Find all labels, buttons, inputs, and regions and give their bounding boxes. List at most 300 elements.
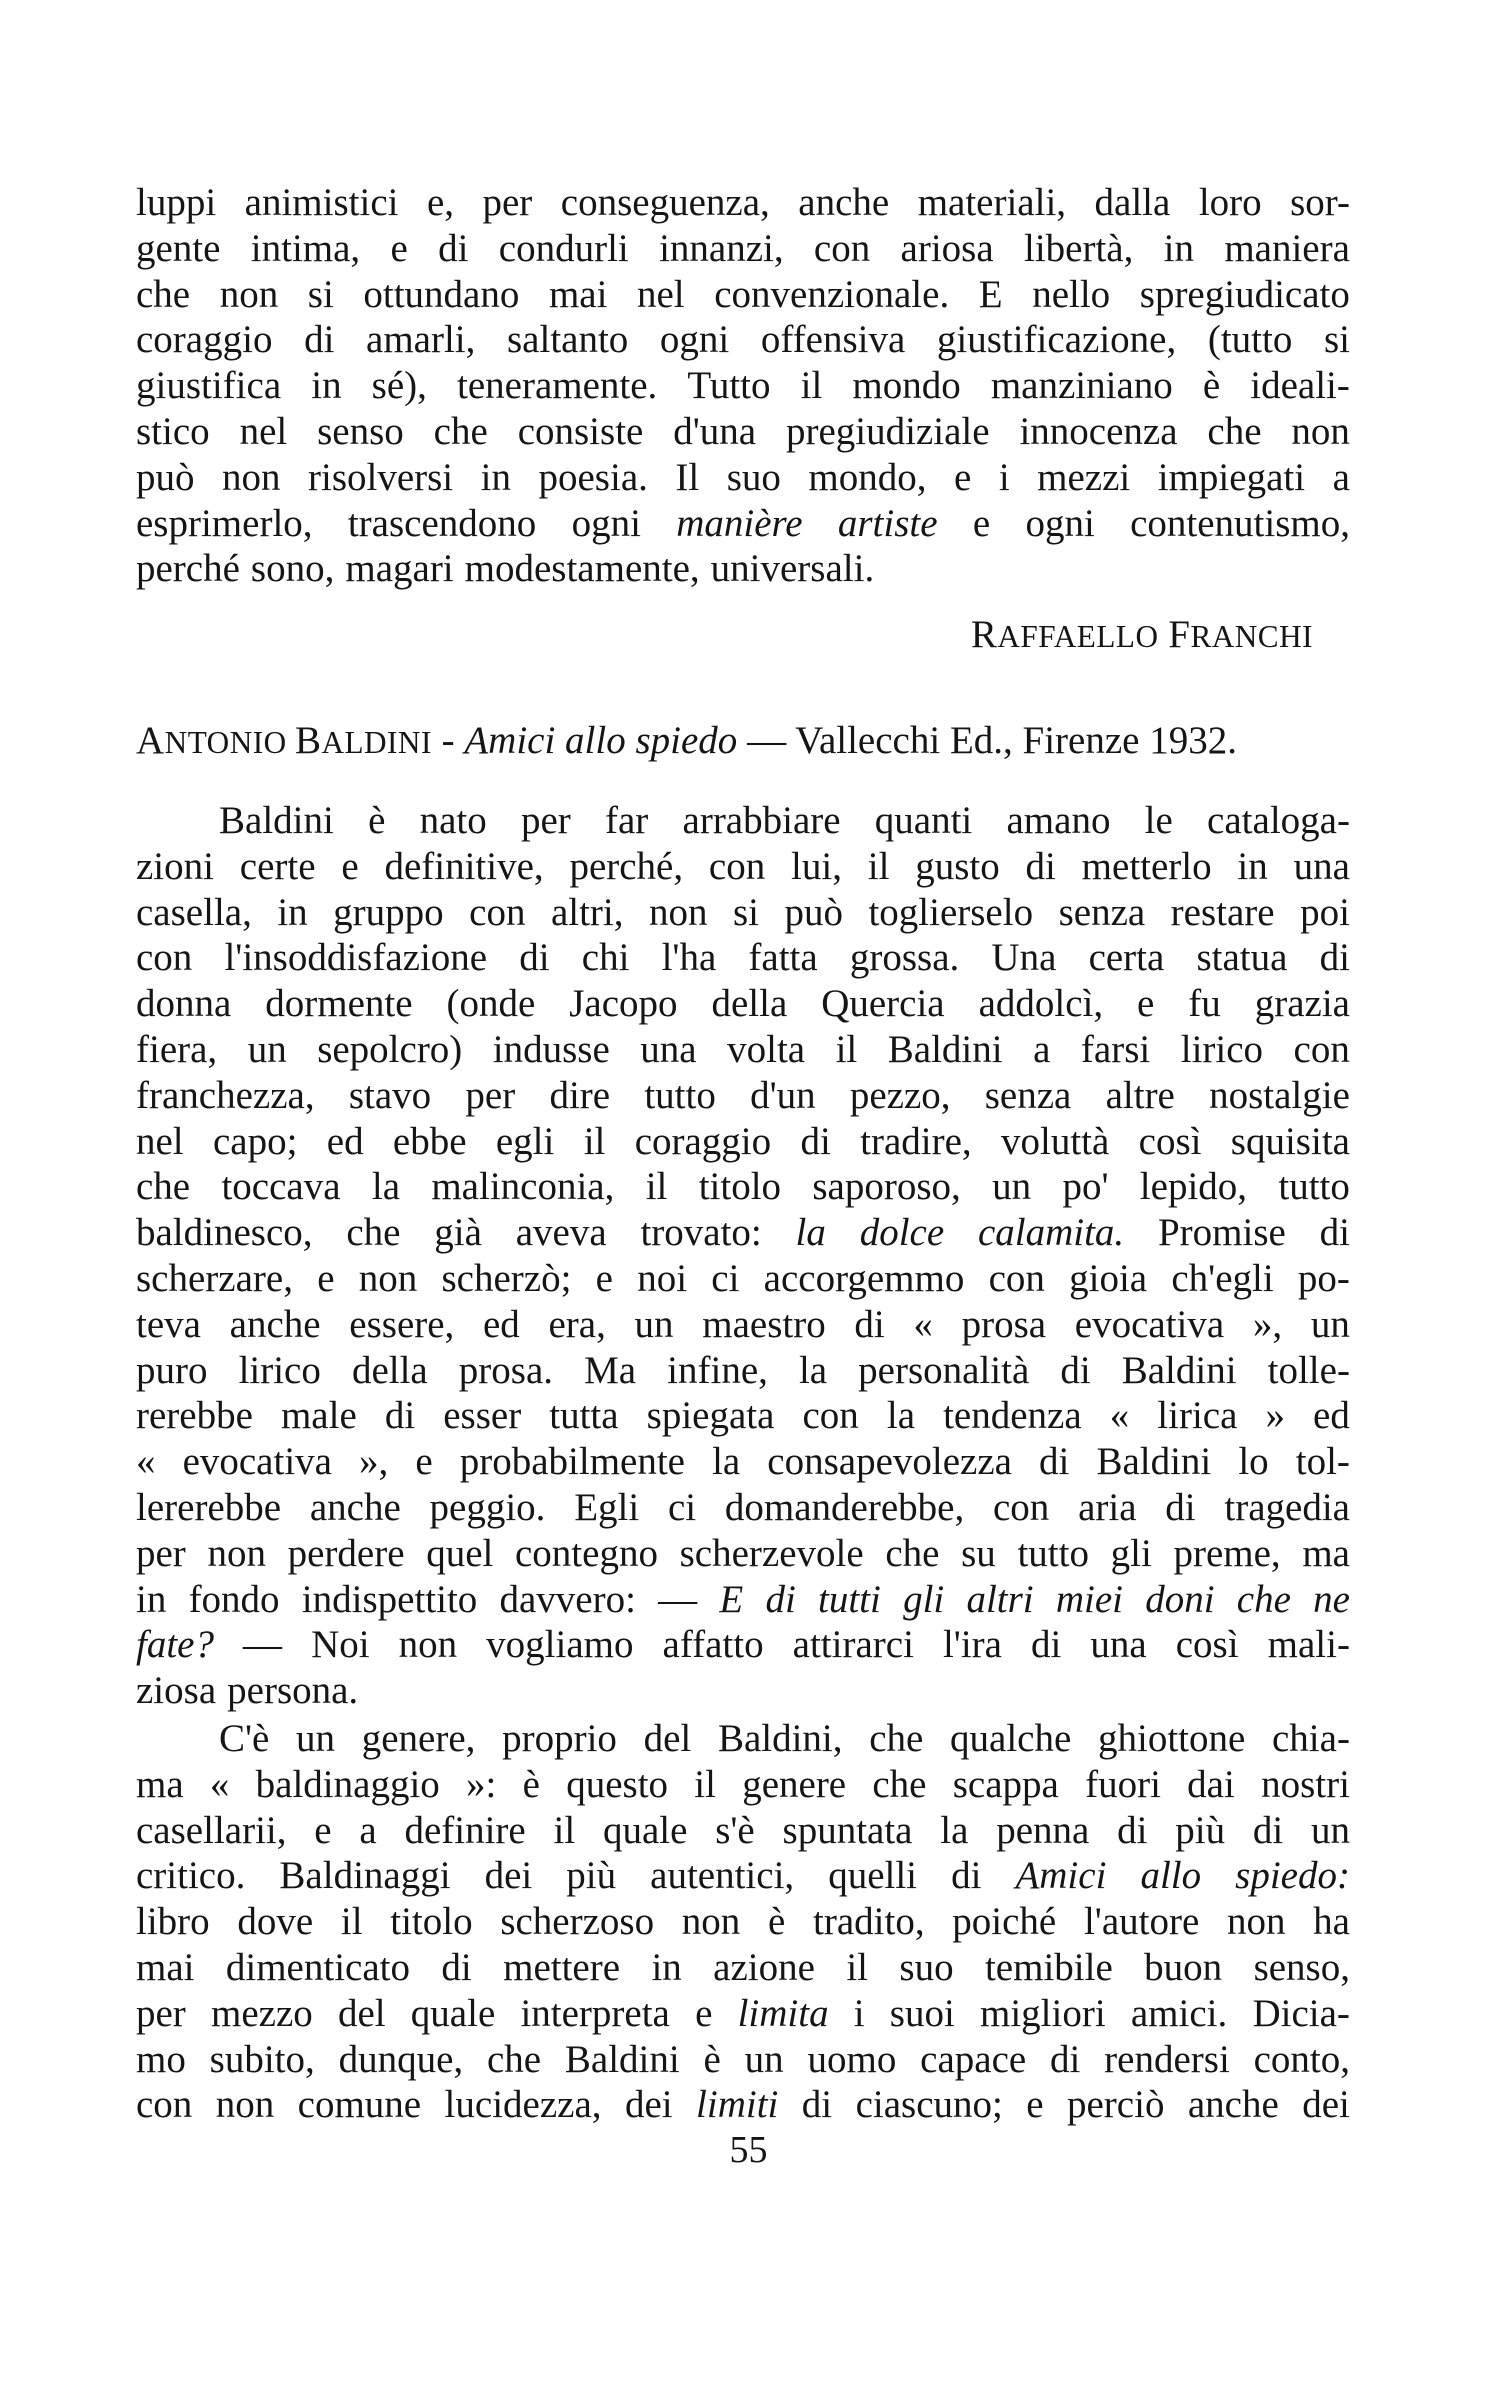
word: contenutismo, (1130, 501, 1350, 545)
word: ogni (659, 318, 730, 362)
text-line (136, 317, 1350, 363)
word: un (744, 2037, 784, 2081)
word: manziniano (990, 364, 1173, 408)
word: quale (602, 1808, 688, 1852)
word: evocativa (1074, 1302, 1225, 1346)
word: che (136, 272, 191, 316)
word: che (1207, 409, 1262, 453)
word: il (800, 364, 823, 408)
word: baldinesco, (136, 1211, 313, 1255)
word: il (553, 1808, 576, 1852)
word: Jacopo (569, 982, 678, 1026)
word: metterlo (1081, 844, 1212, 888)
word: teneramente. (457, 364, 658, 408)
word: egli (495, 1119, 555, 1163)
word: quelli (828, 1854, 918, 1898)
word: di (1117, 1808, 1148, 1852)
word: poiché (952, 1900, 1057, 1944)
word: titolo (390, 1900, 473, 1944)
word: Egli (574, 1485, 640, 1529)
word: persona. (227, 1669, 359, 1713)
word: accorgemmo (763, 1256, 965, 1300)
word: ed (483, 1302, 520, 1346)
word: comune (297, 2083, 422, 2127)
text-line (136, 546, 1350, 592)
word: un (247, 1027, 287, 1071)
word: lepido, (1139, 1165, 1248, 1209)
word: fuori (1085, 1762, 1161, 1806)
text-line (136, 226, 1350, 272)
word: buon (1144, 1945, 1223, 1989)
word: mo (136, 2037, 186, 2081)
word: anche (1187, 2083, 1279, 2127)
word: convenzionale. (714, 272, 950, 316)
word: far (605, 799, 649, 842)
word: un (634, 1302, 674, 1346)
word: dei (484, 1854, 533, 1898)
word: nel (136, 1119, 184, 1163)
text-line (136, 1622, 1350, 1668)
word: gruppo (333, 890, 444, 934)
word: tolle- (1267, 1348, 1350, 1392)
word: suo (899, 1945, 954, 1989)
word: non (219, 272, 279, 316)
text-line (136, 1991, 1350, 2037)
word: mondo, (808, 455, 927, 499)
word: Baldini, (717, 1717, 843, 1760)
word: dai (1187, 1762, 1235, 1806)
word: impiegati (1157, 455, 1306, 499)
word: d'un (750, 1073, 816, 1117)
word: di (1050, 2037, 1081, 2081)
word: innocenza (1019, 409, 1178, 453)
italic-word: fate? (136, 1623, 214, 1667)
word: di (1060, 1348, 1091, 1392)
word: in (136, 1577, 167, 1621)
word: donna (136, 982, 232, 1026)
word: migliori (980, 1991, 1106, 2035)
word: con (802, 1394, 859, 1438)
word: per (465, 1073, 516, 1117)
word: domanderebbe, (724, 1485, 965, 1529)
word: e (1137, 982, 1155, 1026)
word: con (1293, 1027, 1350, 1071)
text-line (136, 1073, 1350, 1119)
word: Tutto (687, 364, 771, 408)
word: ma (136, 1762, 184, 1806)
word: quanti (874, 799, 973, 842)
word: anche (798, 181, 890, 224)
word: saltanto (507, 318, 629, 362)
text-line (136, 180, 1350, 226)
word: senso (317, 409, 404, 453)
word: peggio. (429, 1485, 546, 1529)
word: lo (1238, 1440, 1269, 1484)
word: tendenza (943, 1394, 1082, 1438)
italic-word: spiedo: (1235, 1854, 1350, 1898)
word: a (1033, 1027, 1051, 1071)
word: saporoso, (812, 1165, 961, 1209)
word: ebbe (392, 1119, 467, 1163)
word: gusto (915, 844, 1000, 888)
word: mali- (1267, 1623, 1350, 1667)
word: scherzò; (441, 1256, 572, 1300)
word: universali. (710, 547, 875, 591)
word: rendersi (1104, 2037, 1230, 2081)
word: teva (136, 1302, 201, 1346)
word: modestamente, (464, 547, 700, 591)
text-line (136, 1485, 1350, 1531)
word: puro (136, 1348, 208, 1392)
word: capo; (212, 1119, 298, 1163)
word: consiste (517, 409, 644, 453)
italic-word: gli (903, 1577, 945, 1621)
text-line (136, 1439, 1350, 1485)
word: quale (410, 1991, 496, 2035)
word: con (469, 890, 526, 934)
word: che (486, 2037, 542, 2081)
word: giustificazione, (936, 318, 1177, 362)
word: ideali- (1250, 364, 1350, 408)
word: in (277, 890, 308, 934)
word: capace (920, 2037, 1027, 2081)
word: il (583, 1119, 606, 1163)
review-paragraph-2 (136, 1716, 1350, 2128)
word: Dicia- (1252, 1991, 1350, 2035)
word: più (1175, 1808, 1226, 1852)
word: casella, (136, 890, 252, 934)
word: la (371, 1165, 401, 1209)
word: chi (581, 936, 630, 980)
word: trovato: (640, 1211, 762, 1255)
word: e (695, 1991, 713, 2035)
word: scherzevole (679, 1531, 864, 1575)
word: Ma (584, 1348, 637, 1392)
text-line (136, 1348, 1350, 1394)
word: arrabbiare (682, 799, 841, 842)
word: E (978, 272, 1003, 316)
text-line (136, 272, 1350, 318)
word: e (595, 1256, 613, 1300)
page-number: 55 (729, 2129, 768, 2171)
word: è (703, 2037, 721, 2081)
italic-word: ne (1313, 1577, 1350, 1621)
book-title: Amici allo spiedo (464, 719, 738, 762)
word: addolcì, (978, 982, 1104, 1026)
word: e (314, 1808, 332, 1852)
word: scherzare, (136, 1256, 293, 1300)
word: lererebbe (136, 1485, 282, 1529)
word: di (438, 226, 469, 270)
word: Baldini (1096, 1440, 1212, 1484)
word: amici. (1130, 1991, 1228, 2035)
word: una (1090, 1623, 1147, 1667)
text-line (136, 1762, 1350, 1808)
word: della (351, 1348, 428, 1392)
word: e (415, 1440, 433, 1484)
word: affatto (662, 1623, 764, 1667)
word: Noi (311, 1623, 370, 1667)
word: il (846, 1945, 868, 1989)
reviewed-author: ANTONIO BALDINI (136, 719, 432, 762)
text-line (136, 1119, 1350, 1165)
word: tutta (549, 1394, 619, 1438)
word: mai (136, 1945, 195, 1989)
word: lucidezza, (444, 2083, 602, 2127)
word: l'ha (661, 936, 717, 980)
word: indispettito (301, 1577, 478, 1621)
word: Baldini (564, 2037, 680, 2081)
word: trascendono (347, 501, 537, 545)
word: in (1163, 226, 1195, 270)
word: che (136, 1165, 191, 1209)
text-line (136, 2037, 1350, 2083)
word: amarli, (366, 318, 476, 362)
word: con (992, 1485, 1050, 1529)
word: di (951, 1854, 982, 1898)
word: ghiottone (1097, 1717, 1246, 1760)
word: nato (419, 799, 487, 842)
word: innanzi, (659, 226, 784, 270)
continuation-paragraph (136, 180, 1350, 592)
word: del (337, 1991, 386, 2035)
word: fatta (748, 936, 818, 980)
italic-word: che (1236, 1577, 1291, 1621)
word: non (358, 1256, 418, 1300)
word: un (992, 1165, 1032, 1209)
word: poi (1300, 890, 1350, 934)
word: i (853, 1991, 865, 2035)
word: per (520, 799, 571, 842)
word: è (1202, 364, 1221, 408)
word: conseguenza, (560, 181, 770, 224)
word: era, (548, 1302, 606, 1346)
word: con (136, 936, 193, 980)
word: ch'egli (1171, 1256, 1274, 1300)
word: può (136, 455, 195, 499)
word: « (913, 1302, 933, 1346)
word: Baldini (887, 1027, 1003, 1071)
word: s'è (715, 1808, 755, 1852)
word: di (441, 1945, 472, 1989)
word: probabilmente (459, 1440, 685, 1484)
word: Quercia (821, 982, 945, 1026)
word: di (801, 2083, 833, 2127)
word: stavo (348, 1073, 432, 1117)
word: i (998, 455, 1010, 499)
word: lirico (1180, 1027, 1264, 1071)
italic-word: tutti (818, 1577, 881, 1621)
text-line (136, 363, 1350, 409)
word: — (658, 1577, 698, 1621)
word: coraggio (136, 318, 273, 362)
word: Il (675, 455, 700, 499)
word: « (209, 1762, 230, 1806)
review-heading (136, 718, 1237, 763)
word: intima, (250, 226, 361, 270)
word: tol- (1295, 1440, 1350, 1484)
word: », (1252, 1302, 1283, 1346)
word: ci (667, 1485, 697, 1529)
word: Baldini (219, 799, 334, 842)
word: e (972, 501, 991, 545)
word: con (708, 844, 766, 888)
word: e (317, 1256, 335, 1300)
word: dei (624, 2083, 673, 2127)
word: di (1165, 1485, 1196, 1529)
italic-word: allo (1140, 1854, 1202, 1898)
text-line (136, 501, 1350, 547)
word: magari (345, 547, 454, 591)
word: pregiudiziale (785, 409, 990, 453)
word: il (835, 1027, 858, 1071)
word: ha (1313, 1900, 1350, 1944)
word: tutto (1278, 1165, 1350, 1209)
text-line (136, 1577, 1350, 1623)
word: in (311, 364, 342, 408)
word: prosa (961, 1302, 1047, 1346)
word: per (136, 1531, 186, 1575)
text-line (136, 1256, 1350, 1302)
word: pezzo, (849, 1073, 951, 1117)
word: giustifica (136, 364, 282, 408)
word: critico. (136, 1854, 246, 1898)
word: d'una (673, 409, 757, 453)
word: genere, (361, 1717, 476, 1760)
word: mettere (503, 1945, 621, 1989)
word: dire (549, 1073, 611, 1117)
word: restare (1170, 890, 1275, 934)
word: gioia (1069, 1256, 1148, 1300)
word: e (390, 226, 408, 270)
word: il (694, 1762, 716, 1806)
word: nostalgie (1209, 1073, 1350, 1117)
word: zioni (136, 844, 214, 888)
word: di (1025, 844, 1056, 888)
word: (tutto (1207, 318, 1293, 362)
word: esprimerlo, (136, 501, 313, 545)
word: di (1252, 1808, 1284, 1852)
word: volta (727, 1027, 806, 1071)
word: coraggio (634, 1119, 772, 1163)
word: ziosa (136, 1669, 217, 1713)
word: aria (1078, 1485, 1137, 1529)
word: franchezza, (136, 1073, 315, 1117)
word: in (480, 455, 511, 499)
word: genere (742, 1762, 847, 1806)
word: senza (1058, 890, 1146, 934)
text-line (136, 981, 1350, 1027)
word: male (280, 1394, 357, 1438)
word: già (434, 1211, 482, 1255)
word: e, (426, 181, 455, 224)
word: di (1031, 1623, 1062, 1667)
word: luppi (136, 181, 217, 224)
word: certe (239, 844, 316, 888)
word: toglierselo (868, 890, 1034, 934)
word: con (813, 226, 871, 270)
word: sepolcro) (317, 1027, 463, 1071)
word: ottundano (363, 272, 520, 316)
word: altre (1105, 1073, 1175, 1117)
word: nel (239, 409, 288, 453)
word: po- (1297, 1256, 1350, 1300)
word: aveva (515, 1211, 607, 1255)
word: animistici (244, 181, 399, 224)
word: perciò (1067, 2083, 1165, 2127)
word: (onde (446, 982, 536, 1026)
word: autentici, (650, 1854, 795, 1898)
word: di (1319, 936, 1350, 980)
word: chia- (1272, 1717, 1350, 1760)
word: uomo (807, 2037, 897, 2081)
word: cataloga- (1207, 799, 1350, 842)
text-line (136, 1945, 1350, 1991)
word: ogni (571, 501, 641, 545)
italic-word: doni (1145, 1577, 1215, 1621)
word: tragedia (1224, 1485, 1350, 1529)
text-line (136, 1899, 1350, 1945)
word: e (341, 844, 359, 888)
word: maestro (702, 1302, 826, 1346)
word: condurli (498, 226, 629, 270)
word: grazia (1254, 982, 1350, 1026)
word: certa (1088, 936, 1165, 980)
word: titolo (698, 1165, 782, 1209)
word: preme, (1173, 1531, 1281, 1575)
word: anche (229, 1302, 321, 1346)
word: spuntata (782, 1808, 913, 1852)
text-line (136, 890, 1350, 936)
text-line (136, 455, 1350, 501)
word: farsi (1080, 1027, 1151, 1071)
word: il (340, 1900, 363, 1944)
italic-word: di (765, 1577, 796, 1621)
word: una (640, 1027, 697, 1071)
word: libro (136, 1900, 210, 1944)
word: dalla (1094, 181, 1171, 224)
word: definire (404, 1808, 526, 1852)
word: dunque, (338, 2037, 464, 2081)
word: scherzoso (500, 1900, 655, 1944)
italic-word: la (795, 1211, 826, 1255)
word: noi (637, 1256, 688, 1300)
italic-word: miei (1055, 1577, 1124, 1621)
word: squisita (1230, 1119, 1350, 1163)
word: « (136, 1440, 156, 1484)
word: interpreta (520, 1991, 670, 2035)
text-line (136, 844, 1350, 890)
word: si (307, 272, 334, 316)
word: fiera, (136, 1027, 218, 1071)
word: conto, (1253, 2037, 1350, 2081)
italic-word: manière (676, 501, 803, 545)
word: non (648, 890, 708, 934)
word: lirico (238, 1348, 321, 1392)
word: poesia. (538, 455, 648, 499)
word: anche (309, 1485, 401, 1529)
word: non (681, 1900, 741, 1944)
word: l'insoddisfazione (224, 936, 488, 980)
word: di (854, 1302, 885, 1346)
word: il (867, 844, 890, 888)
text-line (136, 1853, 1350, 1899)
word: perdere (287, 1531, 405, 1575)
word: non (398, 1623, 458, 1667)
word: con (988, 1256, 1045, 1300)
word: vogliamo (486, 1623, 634, 1667)
word: sor- (1290, 181, 1350, 224)
